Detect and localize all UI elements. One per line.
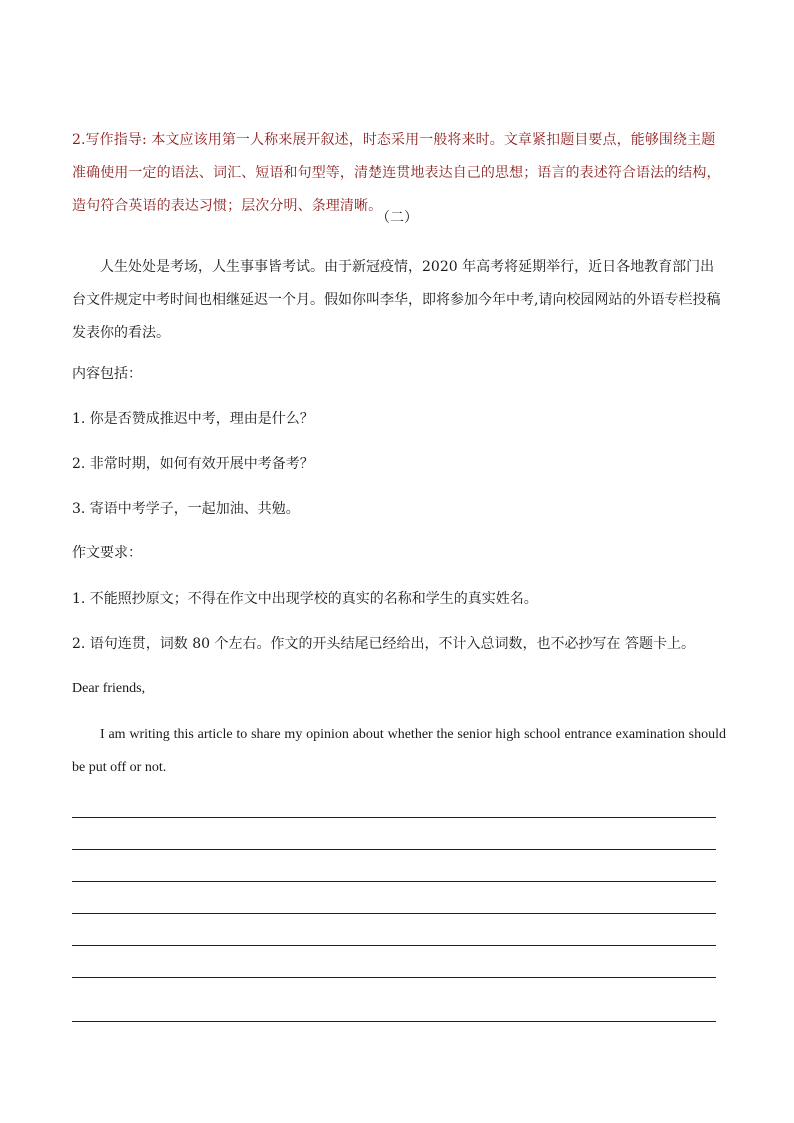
content-heading: 内容包括： — [72, 366, 142, 382]
writing-line — [72, 849, 716, 850]
requirements-heading: 作文要求： — [72, 545, 142, 561]
section-title: （二） — [376, 210, 418, 226]
content-item: 3. 寄语中考学子，一起加油、共勉。 — [72, 501, 300, 517]
writing-line — [72, 913, 716, 914]
writing-line — [72, 1021, 716, 1022]
content-item: 1. 你是否赞成推迟中考，理由是什么？ — [72, 411, 314, 427]
writing-line — [72, 977, 716, 978]
requirement-item: 2. 语句连贯，词数 80 个左右。作文的开头结尾已经给出，不计入总词数，也不必抄写在 答题卡上。 — [72, 636, 695, 652]
prompt-intro: 人生处处是考场，人生事事皆考试。由于新冠疫情，2020 年高考将延期举行，近日各地教育部门出台文件规定中考时间也相继延迟一个月。假如你叫李华，即将参加今年中考,请向校园网站的外语专栏投稿发表你的看法。 — [72, 259, 721, 341]
writing-guide: 2.写作指导: 本文应该用第一人称来展开叙述，时态采用一般将来时。文章紧扣题目要点，能够围绕主题准确使用一定的语法、词汇、短语和句型等，清楚连贯地表达自己的思想；语言的表述符合语法的结构，造句符合英语的表达习惯；层次分明、条理清晰。 — [72, 132, 721, 214]
essay-opening: I am writing this article to share my opinion about whether the senior high school entrance examination should be put off or not. — [72, 727, 726, 775]
requirement-item: 1. 不能照抄原文；不得在作文中出现学校的真实的名称和学生的真实姓名。 — [72, 591, 538, 607]
writing-line — [72, 817, 716, 818]
writing-line — [72, 945, 716, 946]
essay-salutation: Dear friends, — [72, 681, 146, 696]
content-item: 2. 非常时期，如何有效开展中考备考？ — [72, 456, 314, 472]
writing-line — [72, 881, 716, 882]
